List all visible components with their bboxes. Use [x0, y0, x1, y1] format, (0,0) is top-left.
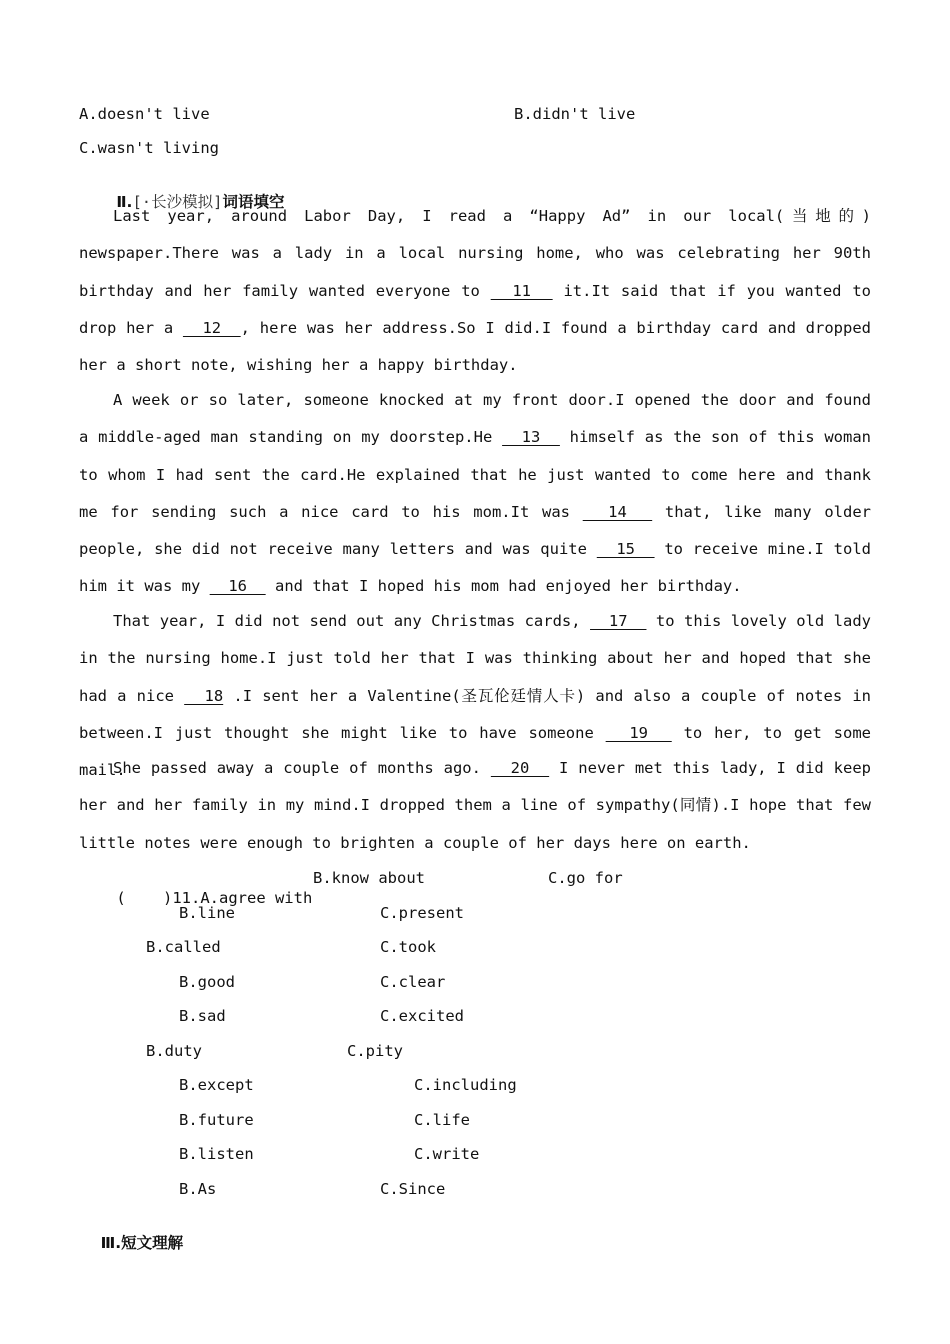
option-a: A.doesn't live	[79, 105, 210, 123]
paragraph-text: A week or so later, someone knocked at my front door.I opened the door and found a middle-aged man standing on my doorstep.He	[79, 391, 871, 447]
q20-option-b: B.As	[179, 1180, 217, 1198]
paragraph-text: that, like many older people, she did not receive many letters and was quite	[79, 502, 871, 559]
q14-option-b: B.good	[179, 973, 235, 991]
passage-paragraph-2	[79, 382, 871, 606]
q18-option-b: B.future	[179, 1111, 254, 1129]
section-source: [·长沙模拟]	[132, 193, 223, 211]
q15-option-b: B.sad	[179, 1007, 226, 1025]
q20-option-c: C.Since	[380, 1180, 446, 1198]
q13-option-b: B.called	[146, 938, 221, 956]
paragraph-text: to receive mine.I told him it was my	[79, 540, 871, 596]
blank-12: 12	[182, 318, 241, 337]
section-3-heading	[79, 1213, 183, 1273]
q11-option-c: C.go for	[548, 869, 623, 887]
blank-19: 19	[605, 723, 672, 742]
paragraph-text: I never met this lady, I did keep her and her family in my mind.I dropped them a line of sympathy(同情).I hope that few little notes were enough to brighten a couple of her days here on earth.	[79, 759, 871, 852]
q18-option-c: C.life	[414, 1111, 470, 1129]
q19-option-b: B.listen	[179, 1145, 254, 1163]
paragraph-text: and that I hoped his mom had enjoyed her birthday.	[265, 577, 742, 596]
blank-11: 11	[490, 281, 553, 300]
q17-option-b: B.except	[179, 1076, 254, 1094]
section-title: 词语填空	[222, 193, 285, 211]
passage-paragraph-4	[79, 750, 871, 862]
q17-option-c: C.including	[414, 1076, 517, 1094]
option-b: B.didn't live	[514, 105, 636, 123]
paragraph-text: That year, I did not send out any Christmas cards,	[113, 612, 591, 630]
answer-paren: ( )	[116, 889, 173, 907]
paragraph-text: to her, to get some mail.	[79, 723, 871, 780]
paragraph-text: Last year, around Labor Day, I read a “Happy Ad” in our local(当地的) newspaper.There was a lady in a local nursing home, who was celebrating her 90th birthday and her family wanted everyone to	[79, 207, 871, 300]
section-number: Ⅲ.	[100, 1234, 122, 1252]
paragraph-text: to this lovely old lady in the nursing home.I just told her that I was thinking about her and hoped that she had a nice	[79, 612, 871, 705]
paragraph-text: .I sent her a Valentine(圣瓦伦廷情人卡) and also a couple of notes in between.I just thought she might like to have someone	[79, 686, 872, 742]
section-number: Ⅱ.	[116, 193, 133, 211]
blank-20: 20	[490, 759, 550, 777]
paragraph-text: , here was her address.So I did.I found a birthday card and dropped her a short note, wishing her a happy birthday.	[79, 318, 871, 375]
blank-17: 17	[590, 612, 647, 630]
option-c: C.wasn't living	[79, 139, 219, 157]
blank-16: 16	[209, 577, 266, 596]
paragraph-text: it.It said that if you wanted to drop her a	[79, 281, 871, 337]
blank-13: 13	[502, 428, 560, 447]
q13-option-c: C.took	[380, 938, 436, 956]
paragraph-text: himself as the son of this woman to whom I had sent the card.He explained that he just wanted to come here and thank me for sending such a nice card to his mom.It was	[79, 428, 871, 521]
q16-option-b: B.duty	[146, 1042, 202, 1060]
q16-option-c: C.pity	[347, 1042, 403, 1060]
q19-option-c: C.write	[414, 1145, 480, 1163]
blank-18: 18	[184, 686, 224, 705]
section-title: 短文理解	[121, 1234, 184, 1252]
q12-option-b: B.line	[179, 904, 235, 922]
blank-15: 15	[596, 540, 655, 559]
q15-option-c: C.excited	[380, 1007, 464, 1025]
q12-option-c: C.present	[380, 904, 464, 922]
option-a: 11.A.agree with	[172, 889, 313, 907]
passage-paragraph-1	[79, 198, 871, 384]
q11-option-b: B.know about	[313, 869, 425, 887]
paragraph-text: She passed away a couple of months ago.	[113, 759, 491, 777]
q14-option-c: C.clear	[380, 973, 446, 991]
blank-14: 14	[582, 502, 653, 521]
